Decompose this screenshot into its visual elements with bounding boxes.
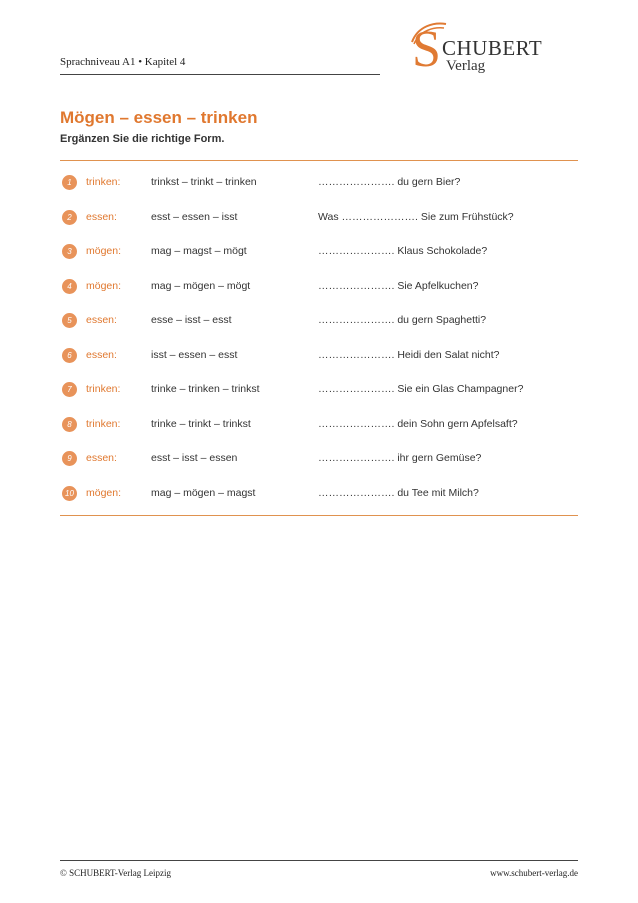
exercise-verb: essen: bbox=[86, 348, 117, 361]
exercise-row bbox=[60, 201, 578, 236]
page-title: Mögen – essen – trinken bbox=[60, 108, 258, 127]
exercise-forms: isst – essen – esst bbox=[151, 348, 238, 361]
exercise-sentence: …………………. Klaus Schokolade? bbox=[318, 245, 488, 257]
exercise-sentence: …………………. Sie ein Glas Champagner? bbox=[318, 383, 524, 395]
exercise-verb: essen: bbox=[86, 314, 117, 326]
exercise-row bbox=[60, 304, 578, 339]
exercise-forms: esst – isst – essen bbox=[151, 452, 238, 464]
exercise-forms: trinkst – trinkt – trinken bbox=[151, 176, 257, 188]
exercise-row bbox=[60, 166, 578, 201]
exercise-number-badge: 2 bbox=[62, 210, 77, 225]
exercise-verb: mögen: bbox=[86, 279, 122, 292]
exercise-row bbox=[60, 339, 578, 374]
exercise-number-badge: 3 bbox=[62, 244, 77, 259]
header-divider bbox=[60, 74, 380, 75]
exercise-number-badge: 6 bbox=[62, 348, 77, 363]
exercise-forms: mag – mögen – mögt bbox=[151, 279, 251, 292]
exercise-verb: essen: bbox=[86, 452, 117, 464]
exercise-verb: trinken: bbox=[86, 176, 121, 188]
logo-letter: S bbox=[412, 21, 441, 78]
exercise-bottom-divider bbox=[60, 515, 578, 516]
exercise-sentence: …………………. dein Sohn gern Apfelsaft? bbox=[318, 417, 518, 430]
exercise-number-badge: 5 bbox=[62, 313, 77, 328]
exercise-number-badge: 8 bbox=[62, 417, 77, 432]
exercise-sentence: …………………. du gern Spaghetti? bbox=[318, 314, 487, 326]
exercise-verb: trinken: bbox=[86, 383, 121, 395]
publisher-logo bbox=[404, 20, 584, 80]
instruction-text: Ergänzen Sie die richtige Form. bbox=[60, 133, 225, 145]
exercise-forms: esse – isst – esst bbox=[151, 314, 232, 326]
level-chapter-label: Sprachniveau A1 • Kapitel 4 bbox=[60, 56, 186, 68]
exercise-forms: trinke – trinken – trinkst bbox=[151, 383, 260, 395]
footer-divider bbox=[60, 860, 578, 861]
exercise-row bbox=[60, 373, 578, 408]
exercise-number-badge: 7 bbox=[62, 382, 77, 397]
exercise-verb: mögen: bbox=[86, 486, 122, 499]
exercise-sentence: …………………. ihr gern Gemüse? bbox=[318, 452, 482, 464]
exercise-sentence: Was …………………. Sie zum Frühstück? bbox=[318, 210, 514, 223]
exercise-row bbox=[60, 235, 578, 270]
logo-word: CHUBERT bbox=[442, 36, 543, 60]
exercise-number-badge: 4 bbox=[62, 279, 77, 294]
exercise-forms: mag – magst – mögt bbox=[151, 245, 247, 257]
footer-website-link[interactable]: www.schubert-verlag.de bbox=[490, 868, 578, 878]
exercise-sentence: …………………. Sie Apfelkuchen? bbox=[318, 279, 479, 292]
exercise-list bbox=[60, 166, 578, 511]
exercise-forms: mag – mögen – magst bbox=[151, 486, 256, 499]
exercise-verb: essen: bbox=[86, 210, 117, 223]
exercise-top-divider bbox=[60, 160, 578, 161]
exercise-row bbox=[60, 477, 578, 512]
exercise-row bbox=[60, 408, 578, 443]
exercise-number-badge: 1 bbox=[62, 175, 77, 190]
exercise-verb: trinken: bbox=[86, 417, 121, 430]
exercise-forms: trinke – trinkt – trinkst bbox=[151, 417, 251, 430]
exercise-number-badge: 10 bbox=[62, 486, 77, 501]
footer-copyright: © SCHUBERT-Verlag Leipzig bbox=[60, 868, 171, 878]
exercise-sentence: …………………. Heidi den Salat nicht? bbox=[318, 348, 500, 361]
exercise-number-badge: 9 bbox=[62, 451, 77, 466]
exercise-sentence: …………………. du Tee mit Milch? bbox=[318, 486, 479, 499]
logo-subtitle: Verlag bbox=[446, 58, 486, 74]
exercise-sentence: …………………. du gern Bier? bbox=[318, 176, 461, 188]
exercise-row bbox=[60, 442, 578, 477]
exercise-row bbox=[60, 270, 578, 305]
exercise-forms: esst – essen – isst bbox=[151, 210, 238, 223]
exercise-verb: mögen: bbox=[86, 245, 122, 257]
